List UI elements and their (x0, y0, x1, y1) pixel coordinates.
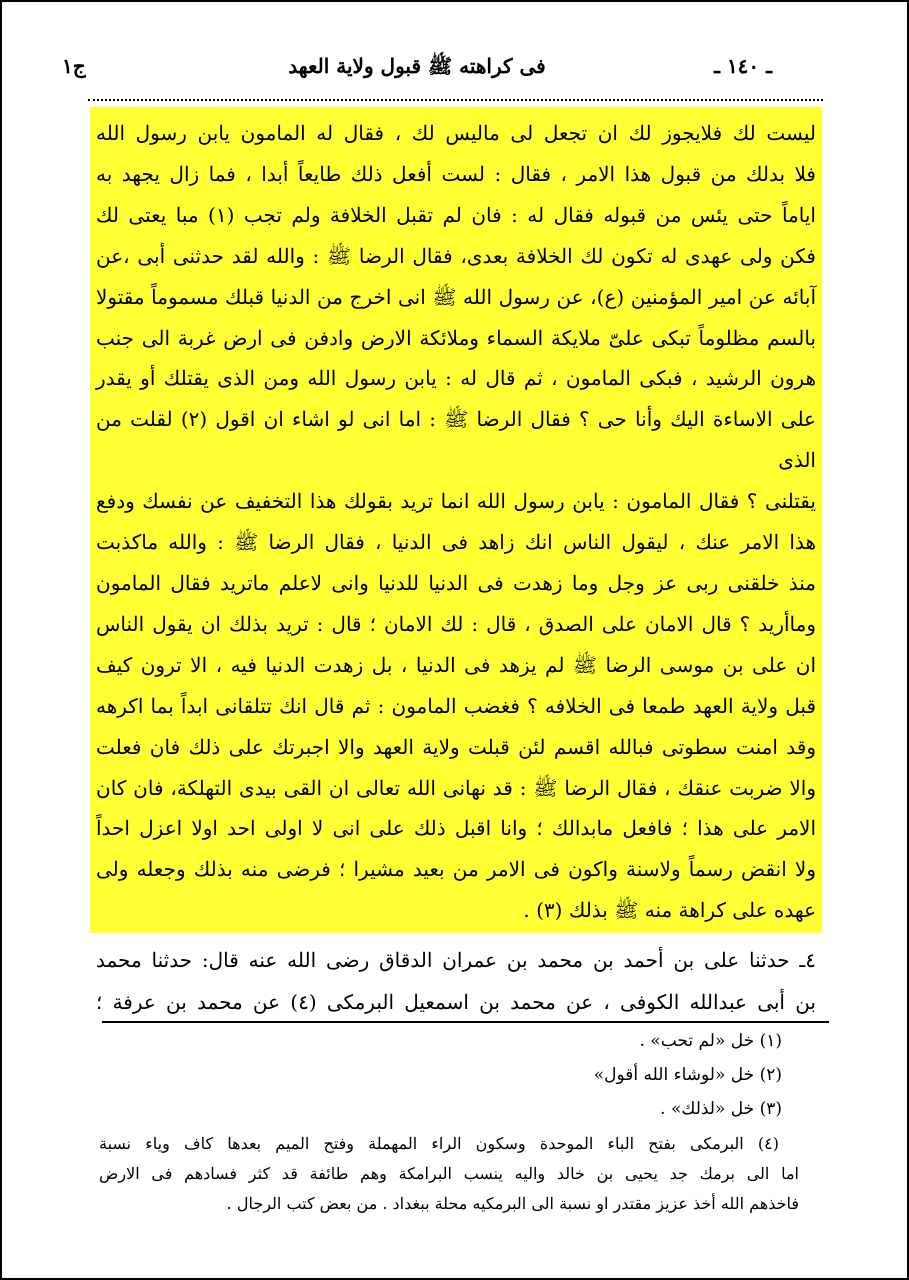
running-title: فى كراهته ﷺ قبول ولاية العهد (288, 54, 546, 78)
footnote-line: فاخذهم الله أخذ عزيز مقتدر او نسبة الى البرمكيه محلة ببغداد . من بعض كتب الرجال . (226, 1194, 799, 1213)
page-header (62, 48, 772, 88)
text-line: اياماً حتى يئس من قبوله فقال له : فان لم تقبل الخلافة ولم تجب (١) مبا يعتى لك (96, 202, 816, 227)
highlighted-passage (96, 113, 816, 931)
text-line: عهده على كراهة منه ﷺ بذلك (٣) . (523, 898, 816, 923)
footnote-divider (102, 1021, 829, 1023)
text-line: منذ خلقنى ربى عز وجل وما زهدت فى الدنيا للدنيا وانى لاعلم ماتريد فقال المامون (96, 570, 816, 595)
text-line: ٤ـ حدثنا على بن أحمد بن محمد بن عمران الدقاق رضى الله عنه قال: حدثنا محمد (96, 948, 816, 972)
text-line: آبائه عن امير المؤمنين (ع)، عن رسول الله ﷺ انى اخرج من الدنيا قبلك مسموماً مقتولا (96, 284, 816, 309)
text-line: بالسم مظلوماً تبكى علىّ ملايكة السماء وملائكة الارض وادفن فى ارض غربة الى جنب (96, 325, 816, 350)
text-line: فلا بدلك من قبول هذا الامر ، فقال : لست أفعل ذلك طايعاً أبدا ، فما زال يجهد به (96, 161, 816, 186)
text-line: والا ضربت عنقك ، فقال الرضا ﷺ : قد نهانى الله تعالى ان القى بيدى التهلكة، فان كان (96, 775, 816, 800)
text-line: وقد امنت سطوتى فبالله اقسم لئن قبلت ولاية العهد والا اجبرتك على ذلك فان فعلت (96, 734, 816, 759)
volume-label: ج١ (62, 54, 86, 78)
text-line: بن أبى عبدالله الكوفى ، عن محمد بن اسمعيل البرمكى (٤) عن محمد بن عرفة ؛ (96, 990, 816, 1014)
text-line: الامر على هذا ؛ فافعل مابدالك ؛ وانا اقبل ذلك على انى لا اولى احد اولا اعزل احداً (96, 816, 816, 841)
text-line: هرون الرشيد ، فبكى المامون ، ثم قال له : يابن رسول الله ومن الذى يقتلك أو يقدر (96, 366, 816, 391)
text-line: يقتلنى ؟ فقال المامون : يابن رسول الله انما تريد بقولك هذا التخفيف عن نفسك ودفع (96, 489, 816, 514)
footnote-line: اما الى برمك جد يحيى بن خالد واليه ينسب البرامكة وهم طائفة قد كثر فسادهم فى الارض (99, 1164, 799, 1183)
text-line: ان على بن موسى الرضا ﷺ لم يزهد فى الدنيا ، بل زهدت الدنيا فيه ، الا ترون كيف (96, 652, 816, 677)
text-line: وماأريد ؟ قال الامان على الصدق ، قال : لك الامان ؛ قال : تريد بذلك ان يقول الناس (96, 611, 816, 636)
footnote-2: (٢) خل «لوشاء الله أقول» (593, 1065, 782, 1085)
text-line: ليست لك فلايجوز لك ان تجعل لى ماليس لك ، فقال له المامون يابن رسول الله (96, 121, 816, 145)
page-number: ـ ١٤٠ ـ (714, 54, 772, 78)
footnote-1: (١) خل «لم تحب» . (639, 1031, 782, 1051)
footnote-3: (٣) خل «لذلك» . (660, 1099, 782, 1119)
header-dotted-divider (88, 99, 823, 101)
text-line: ولا انقض رسماً ولاسنة واكون فى الامر من بعيد مشيرا ؛ فرضى منه بذلك وجعله ولى (96, 857, 816, 882)
text-line: قبل ولاية العهد طمعا فى الخلافه ؟ فغضب المامون : ثم قال انك تتلقانى ابداً بما اكرهه (96, 693, 816, 718)
hadith-paragraph-4 (96, 939, 816, 1023)
footnote-line: (٤) البرمكى بفتح الباء الموحدة وسكون الراء المهملة وفتح الميم بعدها كاف وياء نسبة (99, 1134, 779, 1153)
text-line: فكن ولى عهدى له تكون لك الخلافة بعدى، فقال الرضا ﷺ : والله لقد حدثنى أبى ،عن (96, 243, 816, 268)
text-line: على الاساءة اليك وأنا حى ؟ فقال الرضا ﷺ : اما انى لو اشاء ان اقول (٢) لقلت من الذى (96, 407, 816, 473)
footnote-4 (99, 1129, 799, 1219)
text-line: هذا الامر عنك ، ليقول الناس انك زاهد فى الدنيا ، فقال الرضا ﷺ : والله ماكذبت (96, 530, 816, 555)
